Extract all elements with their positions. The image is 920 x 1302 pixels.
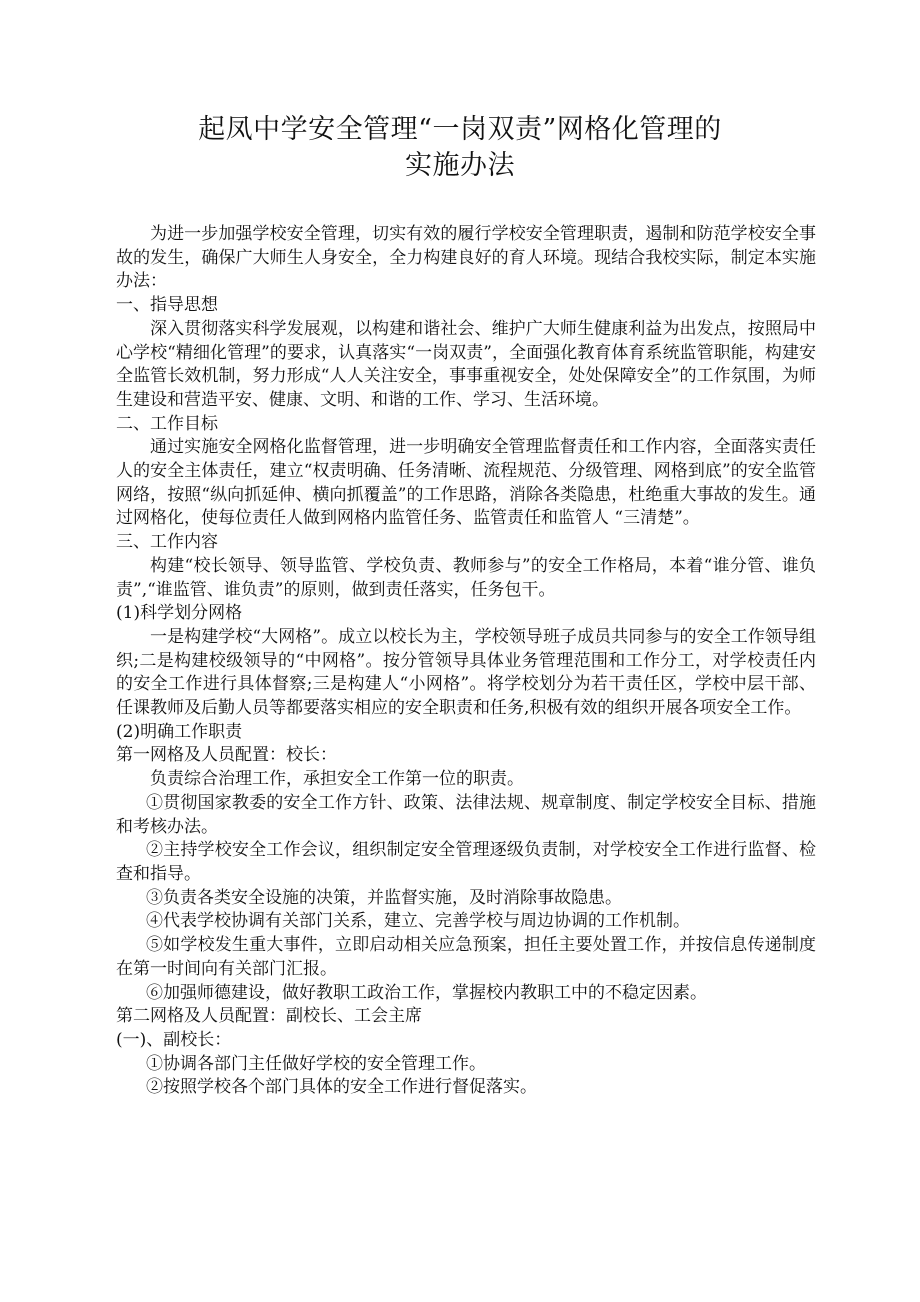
principal-duty-summary: 负责综合治理工作，承担安全工作第一位的职责。 <box>150 769 524 790</box>
principal-duty-item: ④代表学校协调有关部门关系，建立、完善学校与周边协调的工作机制。 <box>146 911 690 932</box>
vice-principal-duty-item: ①协调各部门主任做好学校的安全管理工作。 <box>146 1053 486 1074</box>
vice-principal-duty-item: ②按照学校各个部门具体的安全工作进行督促落实。 <box>146 1077 537 1098</box>
work-content-paragraph: 构建“校长领导、领导监管、学校负责、教师参与”的安全工作格局，本着“谁分管、谁负责”,“谁监管、谁负责”的原则，做到责任落实，任务包干。 <box>116 555 816 600</box>
second-grid-heading: 第二网格及人员配置：副校长、工会主席 <box>116 1006 422 1027</box>
document-title-line2: 实施办法 <box>405 150 515 181</box>
document-title-line1: 起凤中学安全管理“一岗双责”网格化管理的 <box>198 114 722 145</box>
section-heading-work-content: 三、工作内容 <box>116 532 218 553</box>
section-heading-guiding-thought: 一、指导思想 <box>116 295 218 316</box>
principal-duty-item: ⑤如学校发生重大事件，立即启动相关应急预案，担任主要处置工作，并按信息传递制度在第一时间向有关部门汇报。 <box>116 935 816 979</box>
vice-principal-heading: (一)、副校长： <box>116 1029 232 1050</box>
document-body <box>116 223 816 1100</box>
principal-duty-item: ①贯彻国家教委的安全工作方针、政策、法律法规、规章制度、制定学校安全目标、措施和考核办法。 <box>116 792 816 837</box>
guiding-thought-paragraph: 深入贯彻落实科学发展观，以构建和谐社会、维护广大师生健康利益为出发点，按照局中心学校“精细化管理”的要求，认真落实“一岗双责”，全面强化教育体育系统监管职能，构建安全监管长效机制，努力形成“人人关注安全，事事重视安全，处处保障安全”的工作氛围，为师生建设和营造平安、健康、文明、和谐的工作、学习、生活环境。 <box>116 318 816 410</box>
principal-duty-item: ⑥加强师德建设，做好教职工政治工作，掌握校内教职工中的不稳定因素。 <box>146 982 707 1003</box>
section-heading-work-goals: 二、工作目标 <box>116 413 218 434</box>
principal-duty-item: ③负责各类安全设施的决策，并监督实施，及时消除事故隐患。 <box>146 887 622 908</box>
work-goals-paragraph: 通过实施安全网格化监督管理，进一步明确安全管理监督责任和工作内容，全面落实责任人的安全主体责任，建立“权责明确、任务清晰、流程规范、分级管理、网格到底”的安全监管网络，按照“纵向抓延伸、横向抓覆盖”的工作思路，消除各类隐患，杜绝重大事故的发生。通过网格化，使每位责任人做到网格内监管任务、监管责任和监管人 “三清楚”。 <box>116 437 816 529</box>
subsection-heading-grid-division: (1)科学划分网格 <box>116 603 243 624</box>
principal-duty-item: ②主持学校安全工作会议，组织制定安全管理逐级负责制，对学校安全工作进行监督、检查和指导。 <box>116 840 816 884</box>
subsection-heading-responsibilities: (2)明确工作职责 <box>116 721 243 742</box>
grid-division-paragraph: 一是构建学校“大网格”。成立以校长为主，学校领导班子成员共同参与的安全工作领导组织;二是构建校级领导的“中网格”。按分管领导具体业务管理范围和工作分工，对学校责任内的安全工作进行具体督察;三是构建人“小网格”。将学校划分为若干责任区，学校中层干部、任课教师及后勤人员等都要落实相应的安全职责和任务,积极有效的组织开展各项安全工作。 <box>116 626 816 719</box>
first-grid-heading: 第一网格及人员配置：校长： <box>116 745 337 766</box>
intro-paragraph: 为进一步加强学校安全管理，切实有效的履行学校安全管理职责，遏制和防范学校安全事故的发生，确保广大师生人身安全，全力构建良好的育人环境。现结合我校实际，制定本实施办法： <box>116 224 816 292</box>
